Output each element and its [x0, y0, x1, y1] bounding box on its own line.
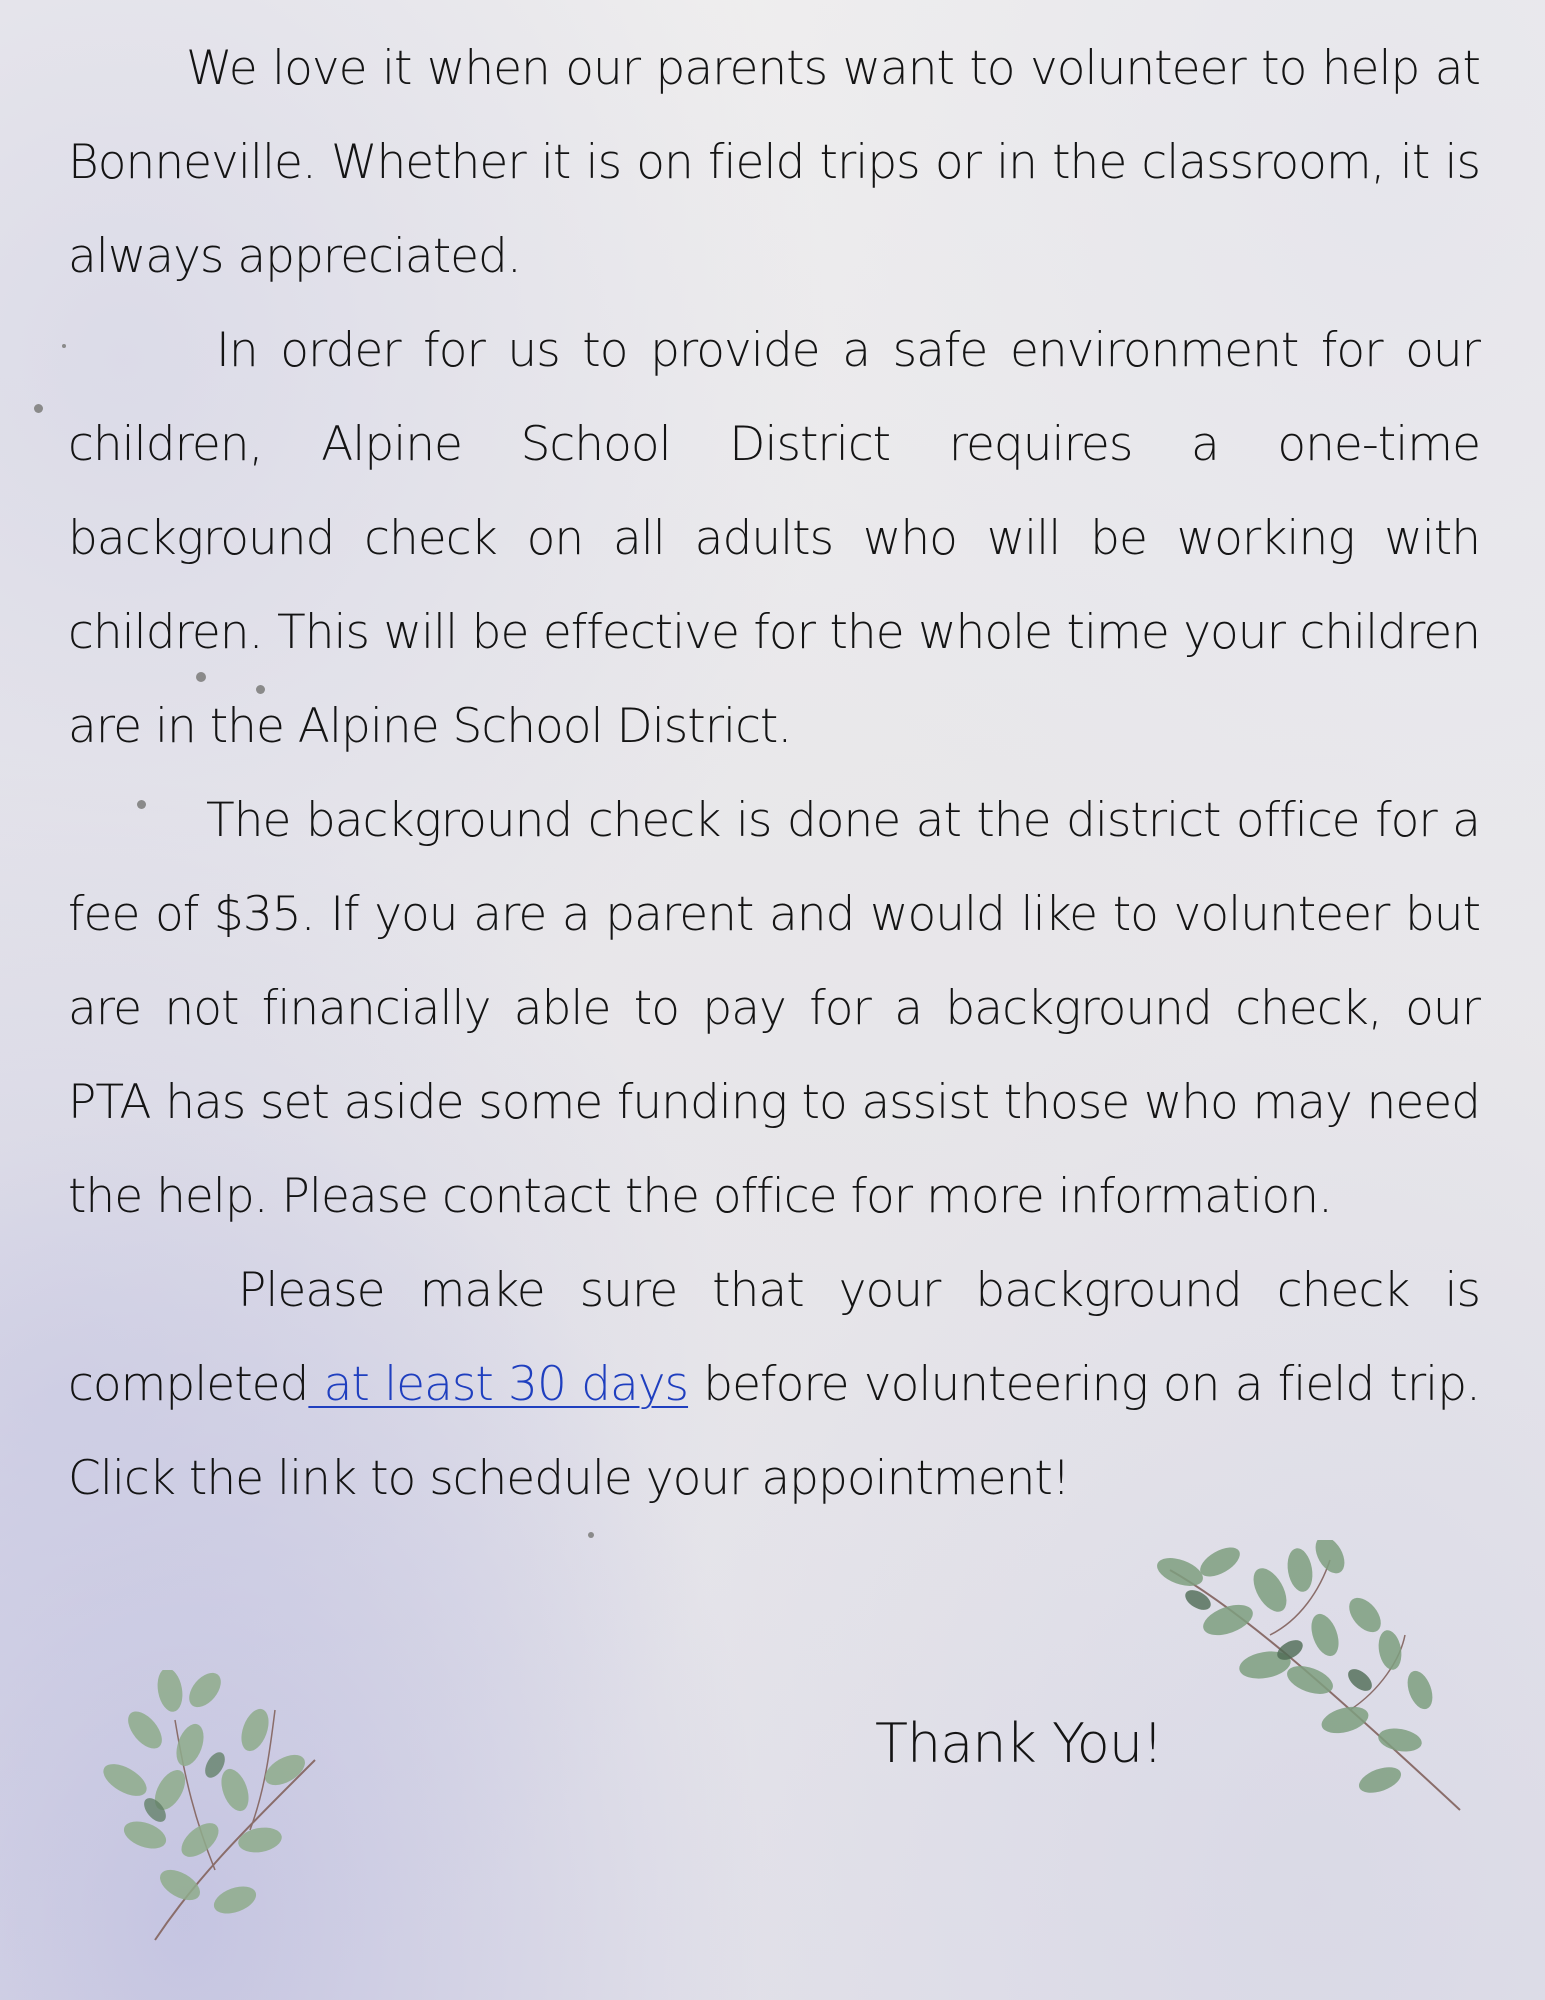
letter-body [68, 22, 1480, 1526]
background-speck [34, 404, 43, 413]
schedule-appointment-link[interactable]: at least 30 days [308, 1357, 689, 1412]
eucalyptus-branch-icon [1150, 1540, 1470, 1820]
paragraph-background-check-requirement: In order for us to provide a safe environment for our children, Alpine School District requires a one-time background check on all adults who will be working with children. This will be effective for the whole time your children are in the Alpine School District. [68, 323, 1480, 754]
paragraph-fee-and-funding: The background check is done at the district office for a fee of $35. If you are a parent and would like to volunteer but are not financially able to pay for a background check, our PTA has set aside some funding to assist those who may need the help. Please contact the office for more information. [68, 793, 1480, 1224]
background-speck [62, 344, 66, 348]
closing-thank-you: Thank You! [875, 1712, 1163, 1775]
paragraph-schedule [68, 1244, 1480, 1526]
paragraph-intro: We love it when our parents want to volunteer to help at Bonneville. Whether it is on field trips or in the classroom, it is always appreciated. [68, 41, 1480, 284]
schedule-text-after-link: before volunteering on a field trip. Click the link to schedule your appointment! [68, 1357, 1480, 1506]
schedule-text-before-link: Please make sure that your background check is completed [68, 1263, 1480, 1412]
eucalyptus-branch-icon [85, 1670, 365, 1950]
background-speck [588, 1532, 594, 1538]
